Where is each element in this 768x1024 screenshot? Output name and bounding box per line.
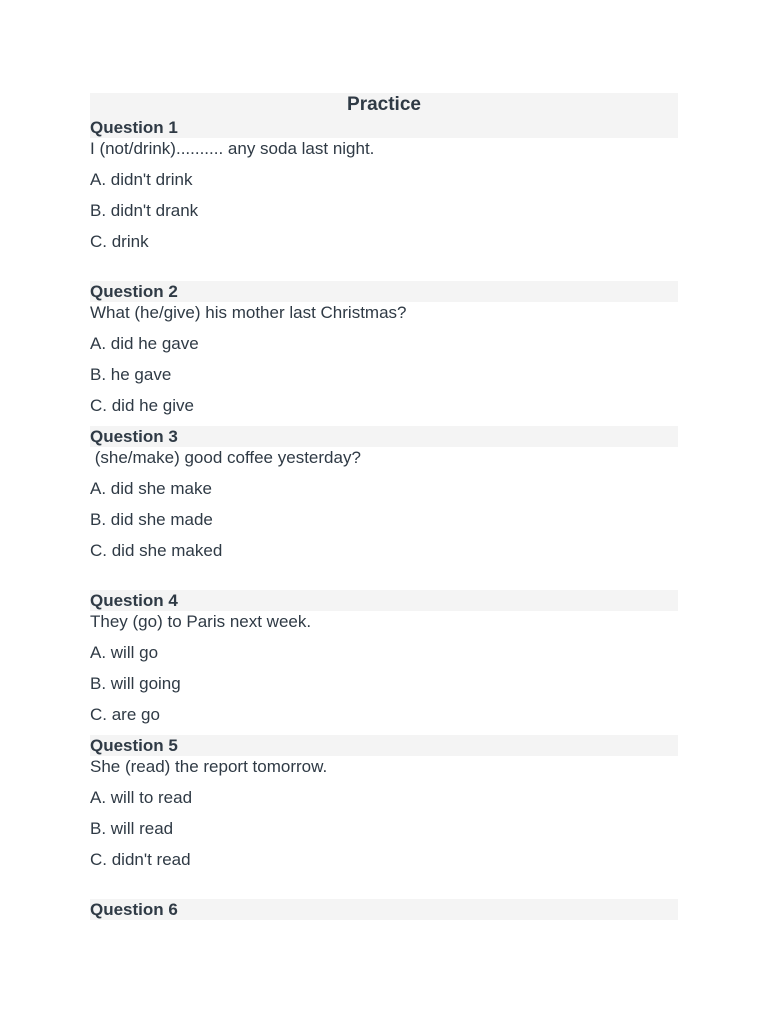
question-1-option-b: B. didn't drank — [90, 201, 199, 220]
question-5-option-c: C. didn't read — [90, 850, 191, 869]
question-2-option-b: B. he gave — [90, 365, 172, 384]
question-2-text: What (he/give) his mother last Christmas? — [90, 303, 407, 322]
question-5-heading: Question 5 — [90, 736, 178, 755]
question-4-text: They (go) to Paris next week. — [90, 612, 312, 631]
title-bar — [90, 93, 678, 138]
question-3-header — [90, 426, 678, 447]
question-2 — [90, 302, 678, 416]
question-1-option-a: A. didn't drink — [90, 170, 193, 189]
question-6-heading: Question 6 — [90, 900, 178, 919]
question-5-header — [90, 735, 678, 756]
question-5-option-a: A. will to read — [90, 788, 193, 807]
question-1-text: I (not/drink).......... any soda last night. — [90, 139, 375, 158]
question-3-text: (she/make) good coffee yesterday? — [90, 448, 361, 467]
question-1 — [90, 138, 678, 252]
question-2-heading: Question 2 — [90, 282, 178, 301]
question-2-header — [90, 281, 678, 302]
question-3-option-c: C. did she maked — [90, 541, 223, 560]
question-4 — [90, 611, 678, 725]
question-5 — [90, 756, 678, 870]
question-5-text: She (read) the report tomorrow. — [90, 757, 328, 776]
question-4-option-b: B. will going — [90, 674, 181, 693]
question-4-option-a: A. will go — [90, 643, 159, 662]
question-5-option-b: B. will read — [90, 819, 174, 838]
question-4-header — [90, 590, 678, 611]
question-2-option-c: C. did he give — [90, 396, 194, 415]
question-1-option-c: C. drink — [90, 232, 149, 251]
question-1-heading: Question 1 — [90, 118, 178, 137]
question-3-heading: Question 3 — [90, 427, 178, 446]
question-3-option-a: A. did she make — [90, 479, 212, 498]
question-6-header — [90, 899, 678, 920]
question-3-option-b: B. did she made — [90, 510, 213, 529]
page-title: Practice — [347, 94, 421, 115]
question-3 — [90, 447, 678, 561]
question-4-heading: Question 4 — [90, 591, 178, 610]
question-2-option-a: A. did he gave — [90, 334, 199, 353]
practice-document — [90, 93, 678, 920]
question-4-option-c: C. are go — [90, 705, 160, 724]
